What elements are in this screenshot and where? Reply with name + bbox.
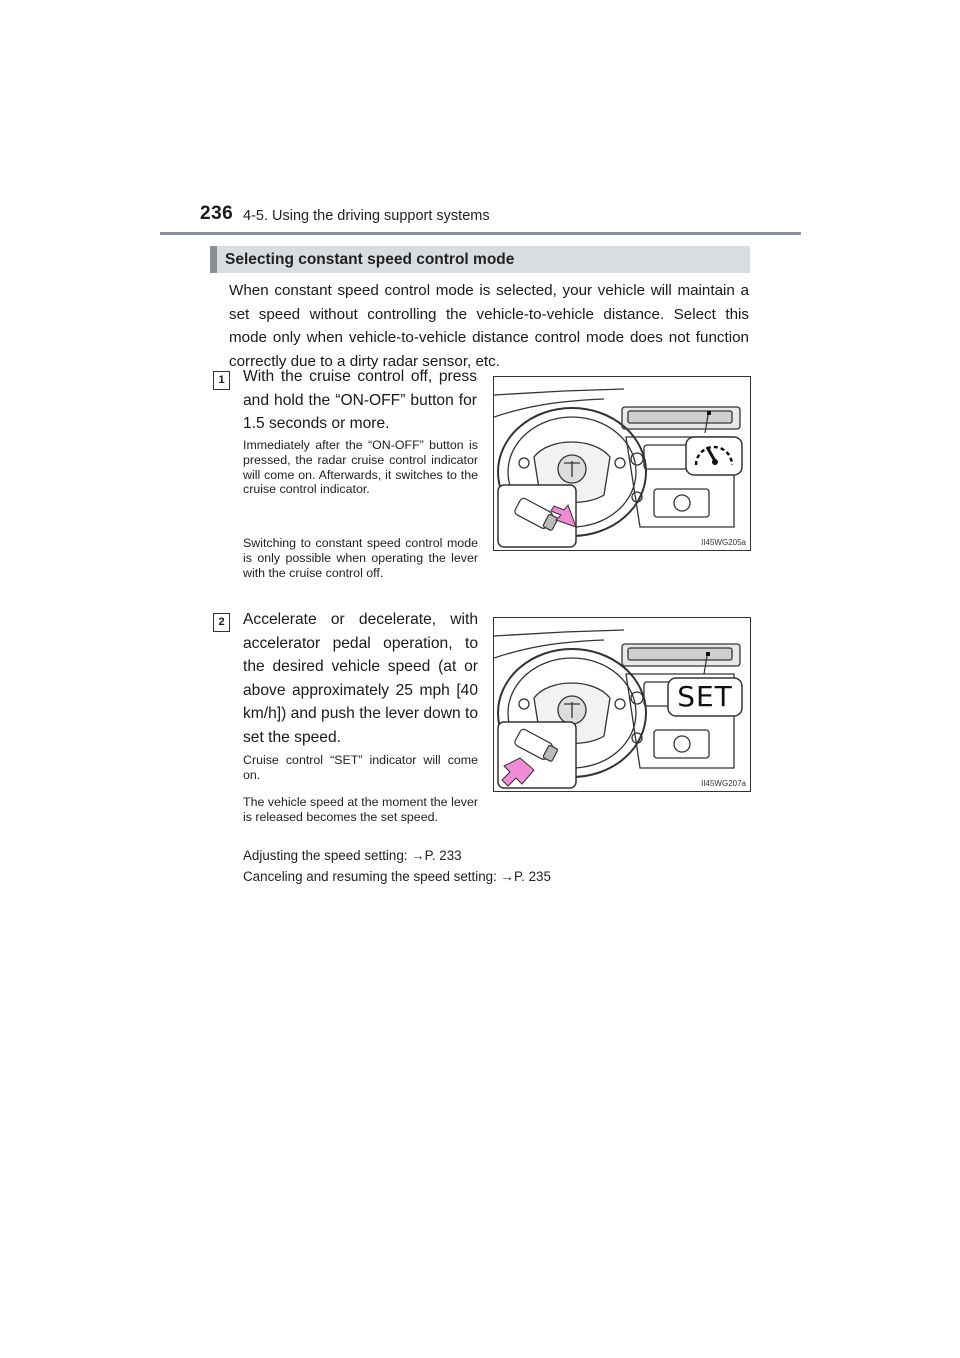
step-1-note-2: Switching to constant speed control mode is only possible when operating the lever with the cruise control off. [243,536,478,580]
step-2-instruction: Accelerate or decelerate, with accelerator pedal operation, to the desired vehicle speed (at or above approximately 25 mph [40 km/h]) and push the lever down to set the speed. [243,611,478,746]
step-number-2: 2 [213,613,230,632]
step-1-note-1: Immediately after the “ON-OFF” button is pressed, the radar cruise control indicator will come on. Afterwards, it switches to the cruise control indicator. [243,438,478,497]
step-2-note-2: The vehicle speed at the moment the lever is released becomes the set speed. [243,795,478,824]
step-number-1: 1 [213,371,230,390]
section-heading-accent [210,246,217,273]
intro-paragraph: When constant speed control mode is selected, your vehicle will maintain a set speed without controlling the vehicle-to-vehicle distance. Select this mode only when vehicle-to-vehicle distance control mode does not function correctly due to a dirty radar sensor, etc. [229,282,749,370]
page-number: 236 [200,203,234,224]
dashboard-illustration-1 [494,377,750,550]
section-path: 4-5. Using the driving support systems [243,208,490,224]
figure-1-code: II45WG205a [701,538,746,547]
section-heading: Selecting constant speed control mode [225,251,515,268]
set-indicator-label: SET [677,680,733,713]
figure-2 [493,617,751,792]
figure-1 [493,376,751,551]
figure-2-code: II45WG207a [701,779,746,788]
header-rule [160,232,801,235]
step-2-note-1: Cruise control “SET” indicator will come on. [243,753,478,782]
reference-adjusting: Adjusting the speed setting: →P. 233 [243,848,462,863]
reference-canceling: Canceling and resuming the speed setting: →P. 235 [243,869,551,884]
step-1-instruction: With the cruise control off, press and hold the “ON-OFF” button for 1.5 seconds or more. [243,368,477,432]
